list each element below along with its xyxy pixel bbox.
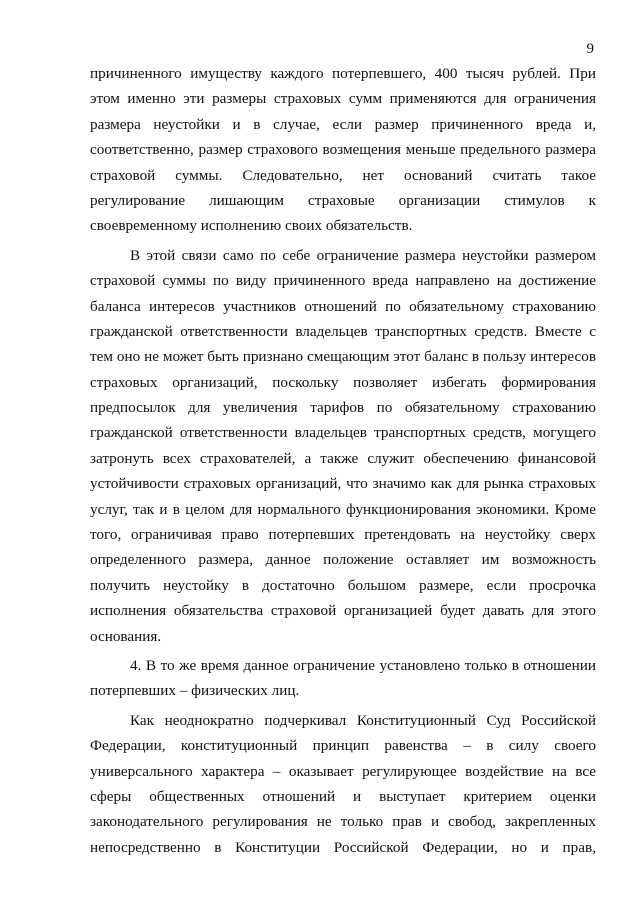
- text-line: Как неоднократно подчеркивал Конституционный Суд Российской: [130, 711, 596, 729]
- page-number: 9: [586, 41, 594, 57]
- text-line: предпосылок для увеличения тарифов по обязательному страхованию: [90, 399, 596, 417]
- text-line: баланса интересов участников отношений по обязательному страхованию: [90, 297, 596, 315]
- text-line: основания.: [90, 627, 162, 645]
- document-body: [90, 61, 596, 860]
- paragraph: [90, 61, 596, 239]
- text-line: непосредственно в Конституции Российской Федерации, но и прав,: [90, 838, 596, 856]
- text-line: причиненного имуществу каждого потерпевшего, 400 тысяч рублей. При: [90, 65, 596, 82]
- text-line: своевременному исполнению своих обязательств.: [90, 217, 413, 235]
- text-line: определенного размера, данное положение оставляет им возможность: [90, 551, 596, 569]
- text-line: В этой связи само по себе ограничение размера неустойки размером: [130, 246, 596, 264]
- text-line: страховой суммы по виду причиненного вреда направлено на достижение: [90, 272, 596, 290]
- text-line: услуг, так и в целом для нормального функционирования экономики. Кроме: [90, 500, 596, 518]
- text-line: гражданской ответственности владельцев транспортных средств. Вместе с: [90, 322, 596, 340]
- text-line: страховой суммы. Следовательно, нет оснований считать такое: [90, 166, 596, 184]
- text-line: этом именно эти размеры страховых сумм применяются для ограничения: [90, 90, 596, 108]
- paragraph: [90, 243, 596, 649]
- text-line: исполнения обязательства страховой организацией будет давать для этого: [90, 602, 596, 620]
- text-line: страховых организаций, поскольку позволяет избегать формирования: [90, 373, 596, 391]
- text-line: гражданской ответственности владельцев транспортных средств, могущего: [90, 424, 596, 442]
- text-line: затронуть всех страхователей, а также служит обеспечению финансовой: [90, 449, 596, 467]
- text-line: того, ограничивая право потерпевших претендовать на неустойку сверх: [90, 526, 596, 544]
- text-line: законодательного регулирования не только прав и свобод, закрепленных: [90, 813, 596, 831]
- text-line: получить неустойку в достаточно большом размере, если просрочка: [90, 576, 596, 594]
- text-line: устойчивости страховых организаций, что значимо как для рынка страховых: [90, 475, 596, 493]
- text-line: тем оно не может быть признано смещающим этот баланс в пользу интересов: [90, 348, 596, 366]
- text-line: потерпевших – физических лиц.: [90, 682, 300, 700]
- text-line: соответственно, размер страхового возмещения меньше предельного размера: [90, 141, 596, 159]
- text-line: универсального характера – оказывает регулирующее воздействие на все: [90, 762, 596, 780]
- paragraph: [90, 653, 596, 704]
- paragraph: [90, 708, 596, 860]
- text-line: 4. В то же время данное ограничение установлено только в отношении: [130, 656, 596, 674]
- text-line: регулирование лишающим страховые организации стимулов к: [90, 191, 596, 209]
- text-line: размера неустойки и в случае, если размер причиненного вреда и,: [90, 115, 596, 133]
- text-line: Федерации, конституционный принцип равенства – в силу своего: [90, 737, 596, 755]
- text-line: сферы общественных отношений и выступает критерием оценки: [90, 787, 596, 805]
